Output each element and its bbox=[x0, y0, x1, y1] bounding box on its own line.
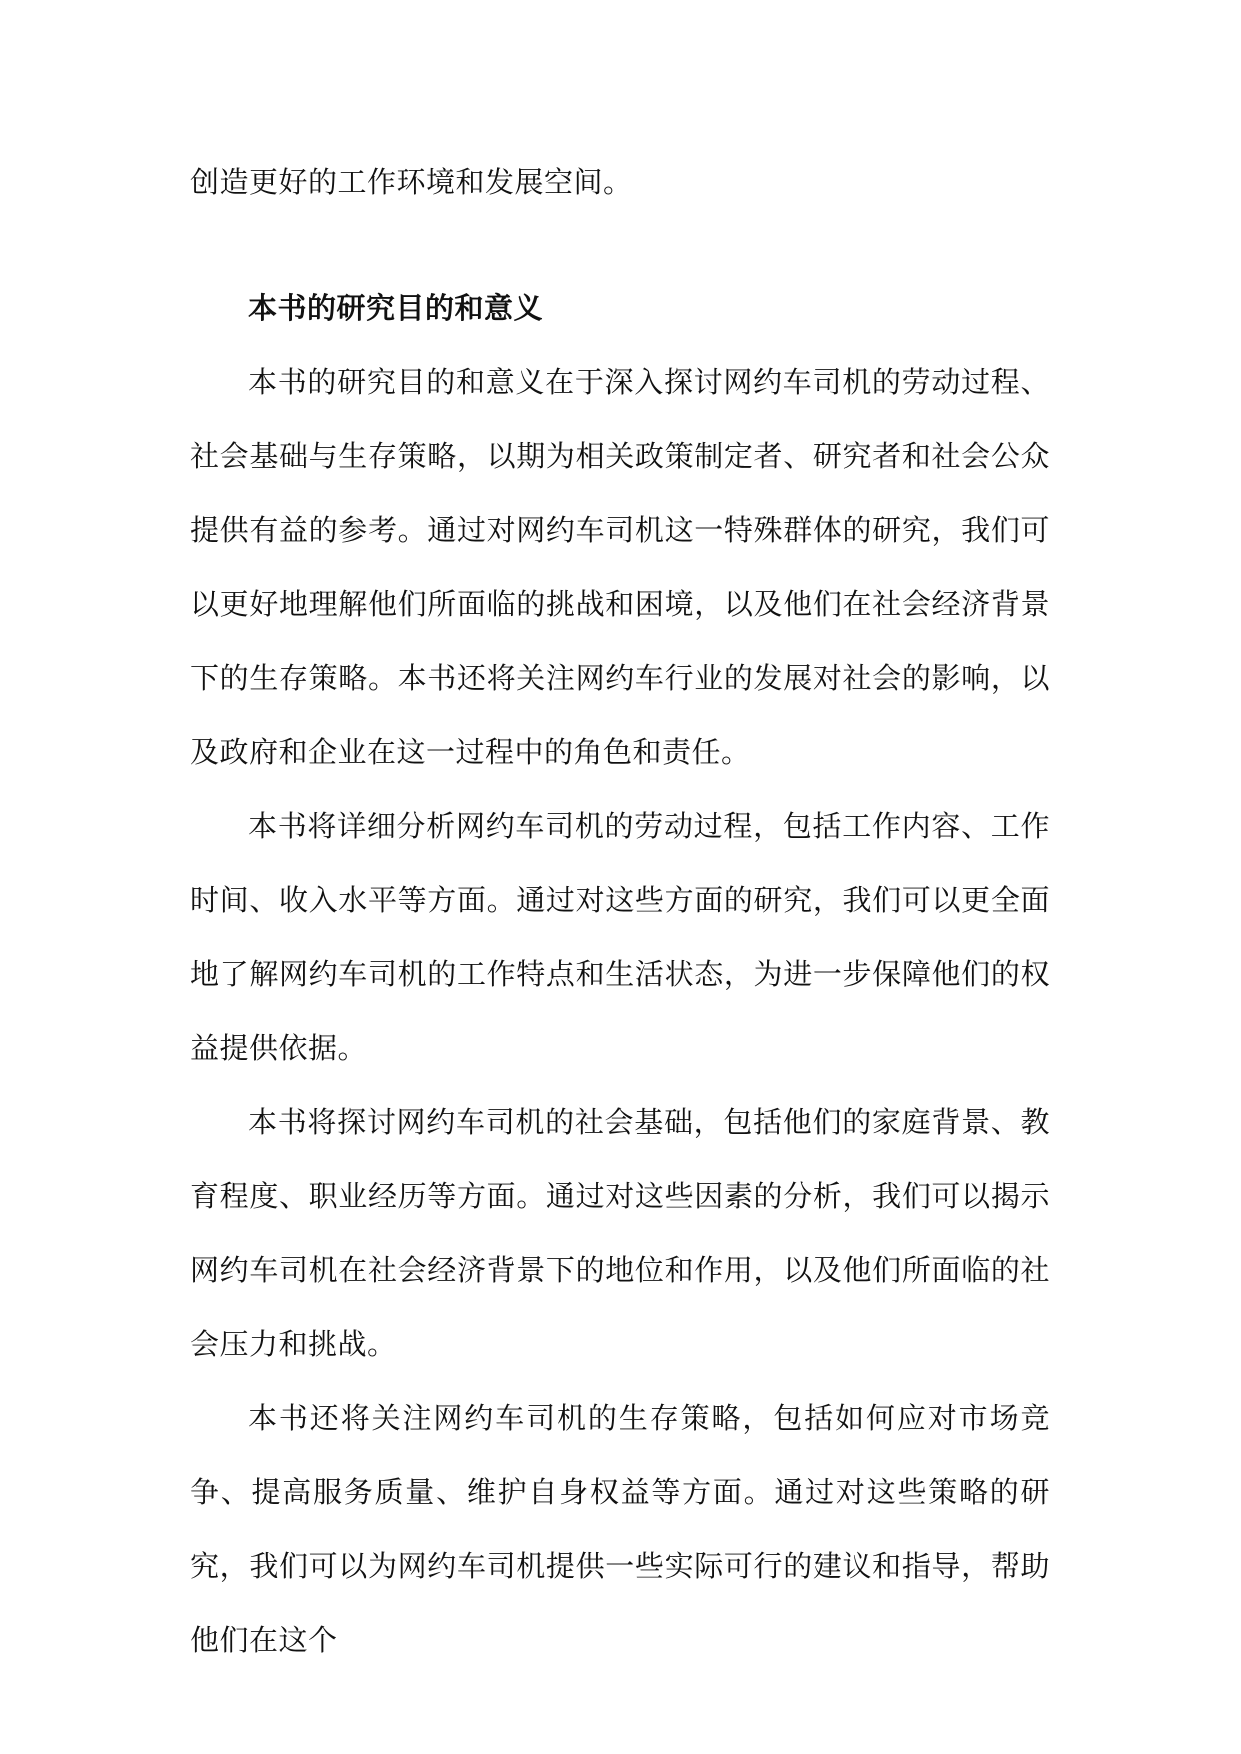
paragraph-2: 本书将详细分析网约车司机的劳动过程，包括工作内容、工作时间、收入水平等方面。通过对这些方面的研究，我们可以更全面地了解网约车司机的工作特点和生活状态，为进一步保障他们的权益提供依据。 bbox=[190, 809, 1050, 1065]
section-heading: 本书的研究目的和意义 bbox=[248, 291, 544, 325]
paragraph-1: 本书的研究目的和意义在于深入探讨网约车司机的劳动过程、社会基础与生存策略，以期为相关政策制定者、研究者和社会公众提供有益的参考。通过对网约车司机这一特殊群体的研究，我们可以更好地理解他们所面临的挑战和困境，以及他们在社会经济背景下的生存策略。本书还将关注网约车行业的发展对社会的影响，以及政府和企业在这一过程中的角色和责任。 bbox=[190, 365, 1050, 769]
continued-paragraph: 创造更好的工作环境和发展空间。 bbox=[190, 165, 633, 199]
paragraph-3: 本书将探讨网约车司机的社会基础，包括他们的家庭背景、教育程度、职业经历等方面。通过对这些因素的分析，我们可以揭示网约车司机在社会经济背景下的地位和作用，以及他们所面临的社会压力和挑战。 bbox=[190, 1105, 1050, 1361]
paragraph-4: 本书还将关注网约车司机的生存策略，包括如何应对市场竞争、提高服务质量、维护自身权益等方面。通过对这些策略的研究，我们可以为网约车司机提供一些实际可行的建议和指导，帮助他们在这个 bbox=[190, 1401, 1050, 1657]
document-body bbox=[190, 145, 1050, 1677]
